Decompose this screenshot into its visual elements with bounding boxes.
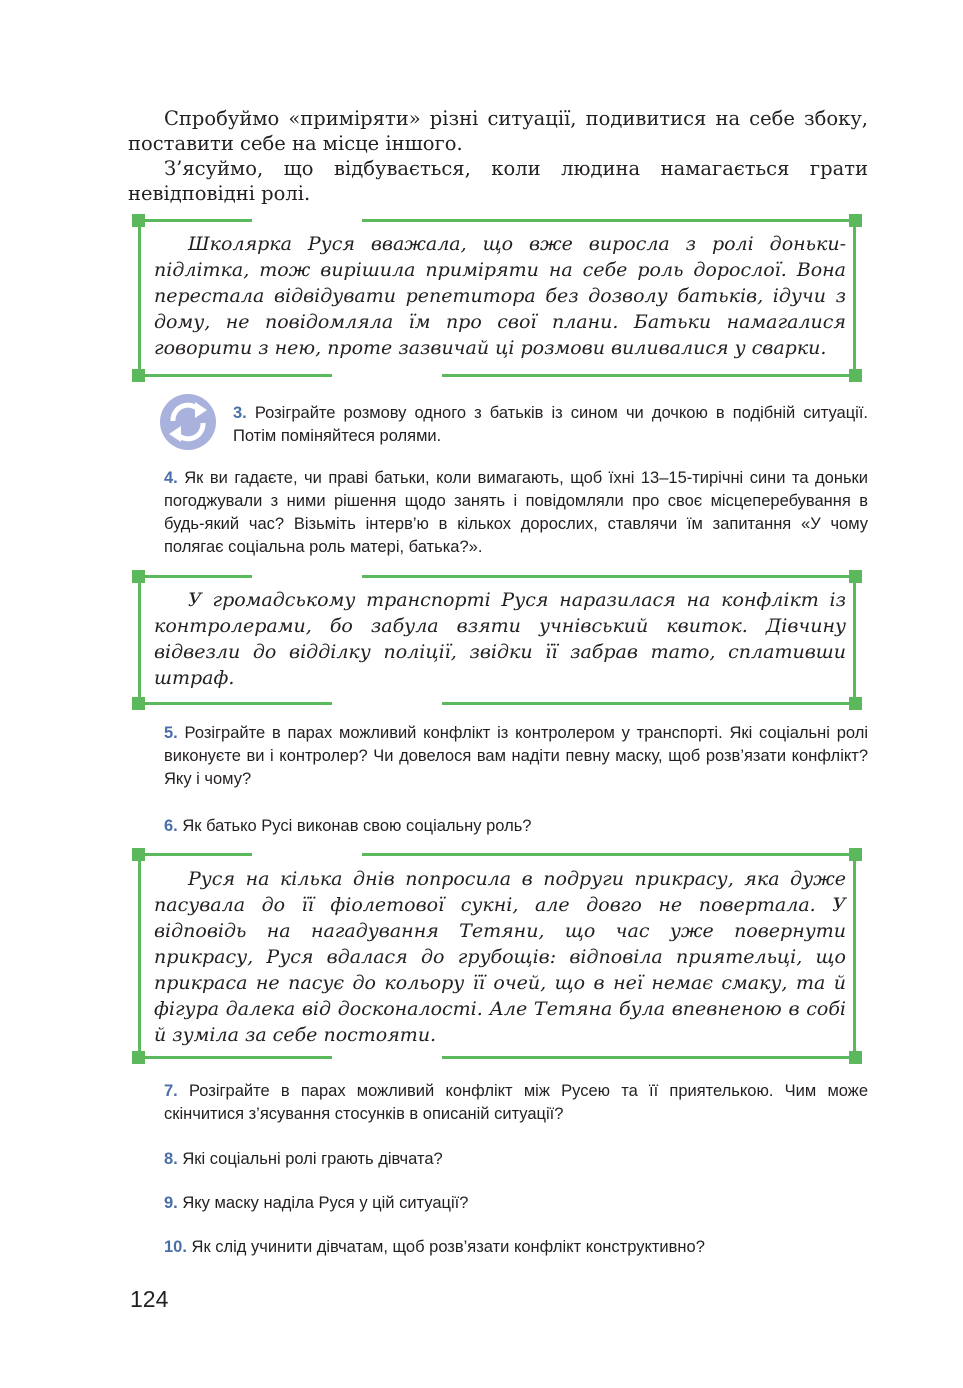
frame-gap: [252, 852, 362, 857]
frame-gap: [252, 218, 362, 223]
frame-corner: [132, 1051, 145, 1064]
task-8: [164, 1148, 868, 1171]
page-number: 124: [130, 1286, 169, 1312]
task-text: Як батько Русі виконав свою соціальну роль?: [177, 817, 532, 835]
task-text: Які соціальні ролі грають дівчата?: [177, 1150, 443, 1168]
task-text: Як ви гадаєте, чи праві батьки, коли вимагають, щоб їхні 13–15-тирічні сини та доньки погоджували з ними рішення щодо занять і повідомляли про своє місцеперебування в будь-який час? Візьміть інтерв’ю в кількох дорослих, ставлячи їм запитання «У чому полягає соціальна роль матері, батька?».: [164, 469, 868, 556]
frame-corner: [132, 697, 145, 710]
frame-gap: [252, 574, 362, 579]
task-text: Яку маску наділа Руся у цій ситуації?: [177, 1194, 469, 1212]
story-box-1: [132, 214, 862, 382]
task-number: 9.: [164, 1194, 178, 1212]
story-paragraph: Школярка Руся вважала, що вже виросла з ролі доньки-підлітка, тож вирішила приміряти на себе роль дорослої. Вона перестала відвідувати репетитора без дозволу батьків, ідучи з дому, не повідомляла їм про свої плани. Батьки намагалися говорити з нею, проте зазвичай ці розмови виливалися у сварки.: [154, 233, 846, 359]
story-text: [154, 866, 846, 1048]
task-number: 5.: [164, 724, 178, 742]
frame-top-line: [138, 575, 856, 578]
story-text: [154, 587, 846, 691]
frame-corner: [849, 848, 862, 861]
task-number: 7.: [164, 1082, 178, 1100]
task-number: 6.: [164, 817, 178, 835]
frame-corner: [132, 570, 145, 583]
task-9: [164, 1192, 868, 1215]
frame-gap: [332, 1055, 442, 1060]
frame-gap: [332, 701, 442, 706]
frame-bottom-line: [138, 1056, 856, 1059]
frame-corner: [132, 848, 145, 861]
frame-corner: [849, 697, 862, 710]
task-number: 3.: [233, 404, 247, 422]
frame-corner: [132, 369, 145, 382]
frame-corner: [849, 214, 862, 227]
task-number: 8.: [164, 1150, 178, 1168]
task-3: [233, 402, 868, 448]
story-text: [154, 231, 846, 361]
task-6: [164, 815, 868, 838]
task-number: 10.: [164, 1238, 187, 1256]
frame-top-line: [138, 853, 856, 856]
intro-paragraph-2: З’ясуймо, що відбувається, коли людина намагається грати невідповідні ролі.: [128, 157, 868, 205]
task-number: 4.: [164, 469, 178, 487]
intro-text: [128, 106, 868, 206]
frame-top-line: [138, 219, 856, 222]
task-text: Розіграйте в парах можливий конфлікт між Русею та її приятелькою. Чим може скінчитися з’ясування стосунків в описаній ситуації?: [164, 1082, 868, 1123]
task-10: [164, 1236, 868, 1259]
frame-bottom-line: [138, 702, 856, 705]
story-box-2: [132, 570, 862, 710]
task-text: Розіграйте розмову одного з батьків із сином чи дочкою в подібній ситуації. Потім поміняйтеся ролями.: [233, 404, 868, 445]
frame-gap: [332, 373, 442, 378]
task-7: [164, 1080, 868, 1126]
task-5: [164, 722, 868, 791]
frame-corner: [849, 570, 862, 583]
frame-corner: [849, 369, 862, 382]
task-4: [164, 467, 868, 559]
frame-bottom-line: [138, 374, 856, 377]
story-box-3: [132, 848, 862, 1064]
task-text: Розіграйте в парах можливий конфлікт із контролером у транспорті. Які соціальні ролі виконуєте ви і контролер? Чи довелося вам надіти певну маску, щоб розв’язати конфлікт? Яку і чому?: [164, 724, 868, 788]
intro-paragraph-1: Спробуймо «приміряти» різні ситуації, подивитися на себе збоку, поставити себе на місце іншого.: [128, 107, 868, 155]
frame-corner: [132, 214, 145, 227]
role-swap-arrows-icon: [159, 393, 217, 451]
story-paragraph: Руся на кілька днів попросила в подруги прикрасу, яка дуже пасувала до її фіолетової сукні, але довго не повертала. У відповідь на нагадування Тетяни, що час уже повернути прикрасу, Руся вдалася до грубощів: відповіла приятельці, що прикраса не пасує до кольору її очей, що в неї немає смаку, та й фігура далека від досконалості. Але Тетяна була впевненою в собі й зуміла за себе постояти.: [154, 868, 846, 1046]
story-paragraph: У громадському транспорті Руся наразилася на конфлікт із контролерами, бо забула взяти учнівський квиток. Дівчину відвезли до відділку поліції, звідки її забрав тато, сплативши штраф.: [154, 589, 846, 689]
frame-corner: [849, 1051, 862, 1064]
task-text: Як слід учинити дівчатам, щоб розв’язати конфлікт конструктивно?: [186, 1238, 705, 1256]
